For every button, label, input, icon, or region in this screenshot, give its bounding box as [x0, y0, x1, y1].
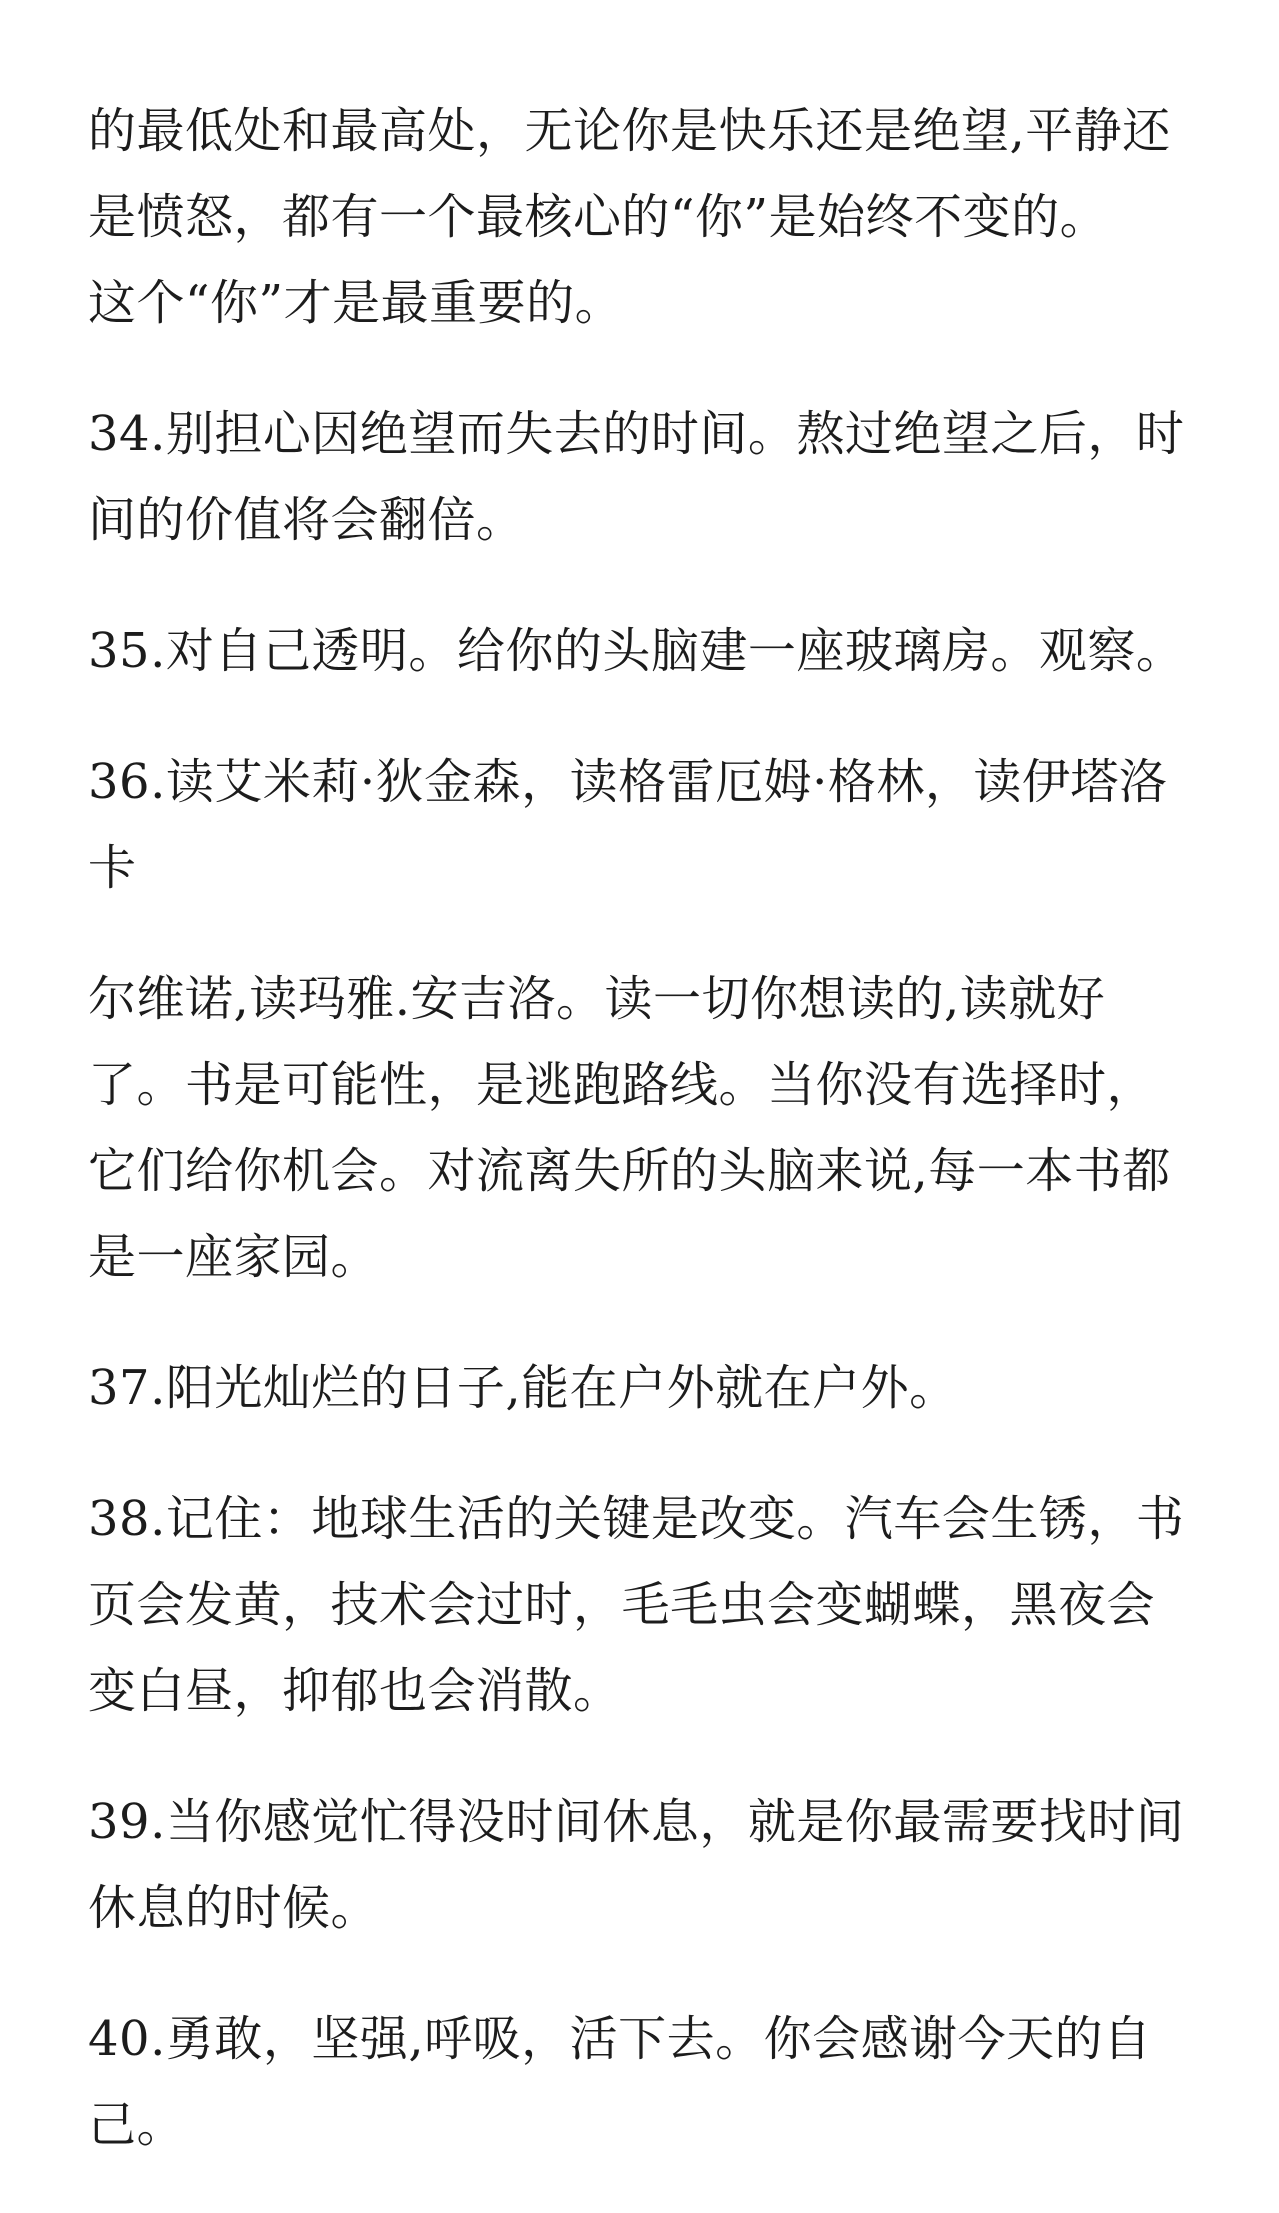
article-body [88, 88, 1208, 2213]
paragraph-36-continued: 尔维诺,读玛雅.安吉洛。读一切你想读的,读就好 了。书是可能性，是逃跑路线。当你没有选择时， 它们给你机会。对流离失所的头脑来说,每一本书都 是一座家园。 [88, 971, 1171, 1285]
paragraph-34: 34.别担心因绝望而失去的时间。熬过绝望之后，时 间的价值将会翻倍。 [88, 406, 1185, 548]
paragraph-35: 35.对自己透明。给你的头脑建一座玻璃房。观察。 [88, 623, 1185, 679]
paragraph-39: 39.当你感觉忙得没时间休息，就是你最需要找时间 休息的时候。 [88, 1794, 1185, 1936]
paragraph-37: 37.阳光灿烂的日子,能在户外就在户外。 [88, 1360, 958, 1416]
paragraph-continuation: 的最低处和最高处，无论你是快乐还是绝望,平静还 是愤怒，都有一个最核心的“你”是始终不变的。 这个“你”才是最重要的。 [88, 103, 1171, 331]
paragraph-40: 40.勇敢，坚强,呼吸，活下去。你会感谢今天的自 己。 [88, 2011, 1152, 2153]
paragraph-38: 38.记住：地球生活的关键是改变。汽车会生锈，书 页会发黄，技术会过时，毛毛虫会变蝴蝶，黑夜会 变白昼，抑郁也会消散。 [88, 1491, 1185, 1719]
paragraph-36: 36.读艾米莉·狄金森，读格雷厄姆·格林，读伊塔洛 卡 [88, 754, 1168, 896]
